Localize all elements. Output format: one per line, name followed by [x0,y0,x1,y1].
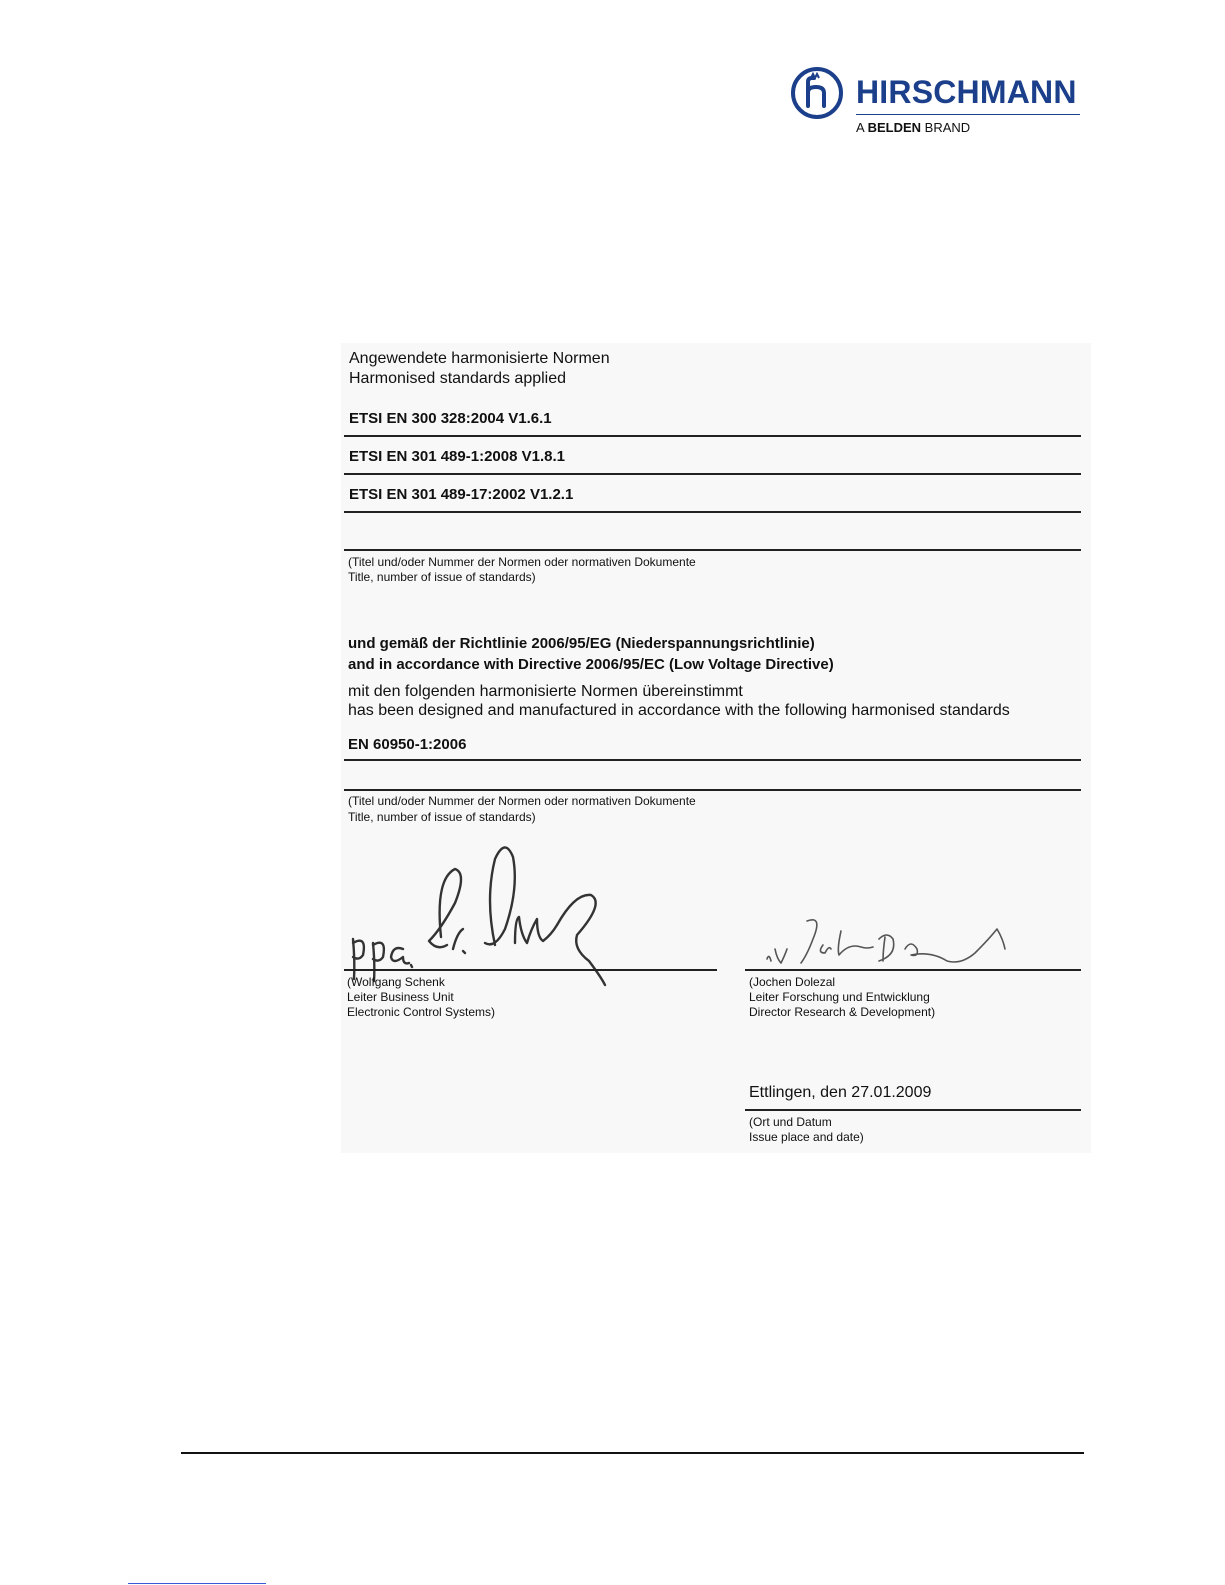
directive-text-de: mit den folgenden harmonisierte Normen übereinstimmt [348,683,743,700]
standards-caption-de: (Titel und/oder Nummer der Normen oder normativen Dokumente [348,555,696,569]
divider [344,435,1081,437]
divider [344,759,1081,761]
signer-right-role1: Leiter Forschung und Entwicklung [749,990,930,1004]
logo-divider [856,114,1080,115]
signature-left-image [345,839,625,989]
place-date-caption-en: Issue place and date) [749,1130,864,1144]
scanned-declaration [341,343,1091,1153]
tagline-bold: BELDEN [867,120,922,135]
divider [344,511,1081,513]
directive-caption-de: (Titel und/oder Nummer der Normen oder normativen Dokumente [348,794,696,808]
standards-heading-en: Harmonised standards applied [349,370,567,387]
standard-item: ETSI EN 300 328:2004 V1.6.1 [349,410,552,427]
footer-link-underline [128,1583,266,1584]
signer-right-role2: Director Research & Development) [749,1005,936,1019]
divider [344,789,1081,791]
signer-left-role2: Electronic Control Systems) [347,1005,496,1019]
brand-name: HIRSCHMANN [856,74,1077,110]
standard-item: ETSI EN 301 489-1:2008 V1.8.1 [349,448,565,465]
tagline-suffix: BRAND [924,120,971,135]
place-date-line [745,1109,1081,1111]
directive-line-en: and in accordance with Directive 2006/95/EC (Low Voltage Directive) [348,656,834,673]
place-date-caption-de: (Ort und Datum [749,1115,832,1129]
directive-standard: EN 60950-1:2006 [348,736,467,753]
standards-heading-de: Angewendete harmonisierte Normen [349,350,610,367]
tagline-prefix: A [856,120,864,135]
directive-text-en: has been designed and manufactured in accordance with the following harmonised standards [348,702,1010,719]
divider [344,473,1081,475]
signer-left-role1: Leiter Business Unit [347,990,454,1004]
place-date: Ettlingen, den 27.01.2009 [749,1084,932,1101]
company-logo [790,64,1090,140]
directive-line-de: und gemäß der Richtlinie 2006/95/EG (Niederspannungsrichtlinie) [348,635,815,652]
hirschmann-logo-icon [790,66,844,120]
directive-caption-en: Title, number of issue of standards) [348,810,536,824]
divider [344,549,1081,551]
standard-item: ETSI EN 301 489-17:2002 V1.2.1 [349,486,574,503]
footer-rule [181,1452,1084,1454]
signer-left-name: (Wolfgang Schenk [347,975,445,989]
standards-caption-en: Title, number of issue of standards) [348,570,536,584]
signer-right-name: (Jochen Dolezal [749,975,836,989]
signature-line-left [344,969,717,971]
signature-line-right [745,969,1081,971]
brand-tagline [856,120,970,136]
